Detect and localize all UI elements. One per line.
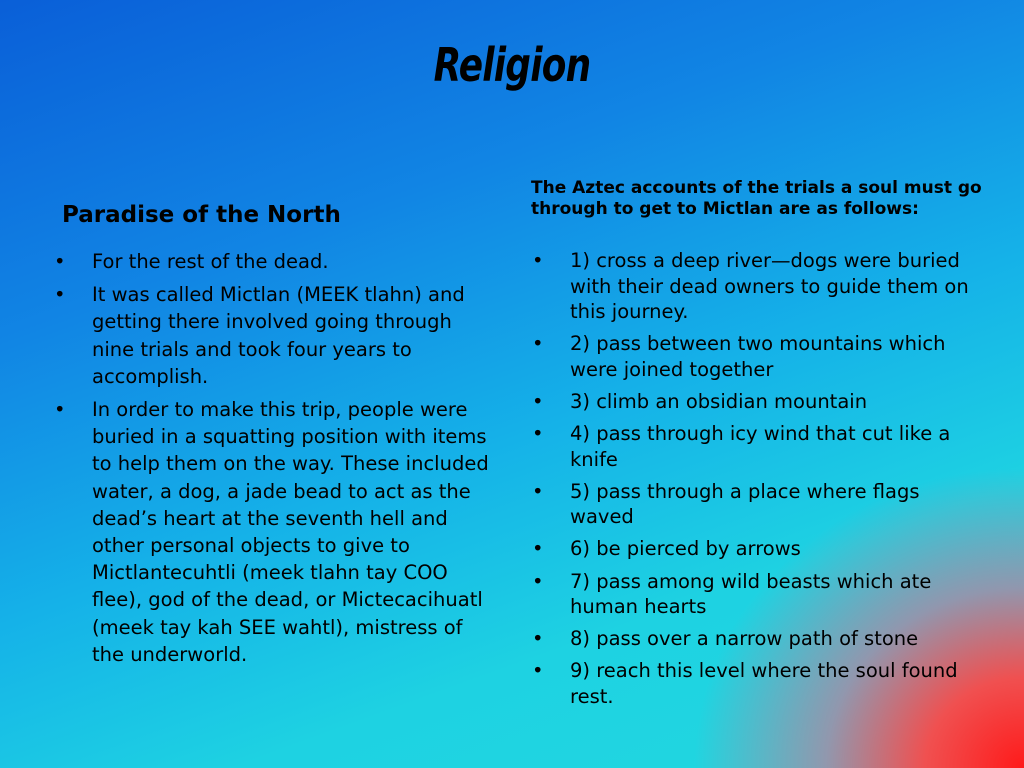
bullet-text: 4) pass through icy wind that cut like a knife <box>570 422 951 471</box>
bullet-text: 6) be pierced by arrows <box>570 537 801 561</box>
bullet-icon: • <box>532 422 544 446</box>
bullet-icon: • <box>54 250 66 273</box>
bullet-text: 8) pass over a narrow path of stone <box>570 627 919 651</box>
slide-title: Religion <box>433 38 591 92</box>
bullet-icon: • <box>532 569 544 593</box>
bullet-text: In order to make this trip, people were buried in a squatting position with items to help them on the way. These included water, a dog, a jade bead to act as the dead’s heart at the seventh hell and other personal objects to give to Mictlantecuhtli (meek tlahn tay COO flee), god of the dead, or Mictecacihuatl (meek tay kah SEE wahtl), mistress of the underworld. <box>92 398 489 666</box>
list-item <box>532 421 972 472</box>
left-bullet-list <box>54 248 494 674</box>
list-item <box>532 536 972 562</box>
bullet-icon: • <box>532 537 544 561</box>
bullet-text: For the rest of the dead. <box>92 250 329 273</box>
list-item <box>532 658 972 709</box>
bullet-text: 3) climb an obsidian mountain <box>570 389 868 413</box>
left-column-heading: Paradise of the North <box>62 202 341 228</box>
bullet-text: 2) pass between two mountains which were joined together <box>570 332 946 381</box>
bullet-text: 5) pass through a place where flags waved <box>570 479 920 529</box>
bullet-icon: • <box>532 627 544 651</box>
bullet-text: 1) cross a deep river—dogs were buried with their dead owners to guide them on this journey. <box>570 249 969 324</box>
bullet-icon: • <box>532 659 544 683</box>
list-item <box>532 248 972 325</box>
list-item <box>532 569 972 620</box>
bullet-icon: • <box>532 479 544 503</box>
bullet-icon: • <box>54 398 66 422</box>
list-item <box>54 281 494 390</box>
bullet-icon: • <box>532 332 544 356</box>
right-column-heading: The Aztec accounts of the trials a soul must go through to get to Mictlan are as follows: <box>531 178 982 219</box>
right-bullet-list <box>532 248 972 716</box>
bullet-icon: • <box>532 249 544 272</box>
list-item <box>532 626 972 652</box>
bullet-text: It was called Mictlan (MEEK tlahn) and getting there involved going through nine trials and took four years to accomplish. <box>92 283 465 388</box>
bullet-icon: • <box>54 283 66 307</box>
bullet-text: 9) reach this level where the soul found rest. <box>570 659 958 708</box>
list-item <box>532 331 972 382</box>
bullet-icon: • <box>532 389 544 413</box>
list-item <box>54 396 494 668</box>
list-item <box>54 248 494 275</box>
list-item <box>532 389 972 415</box>
bullet-text: 7) pass among wild beasts which ate human hearts <box>570 569 932 619</box>
list-item <box>532 479 972 530</box>
